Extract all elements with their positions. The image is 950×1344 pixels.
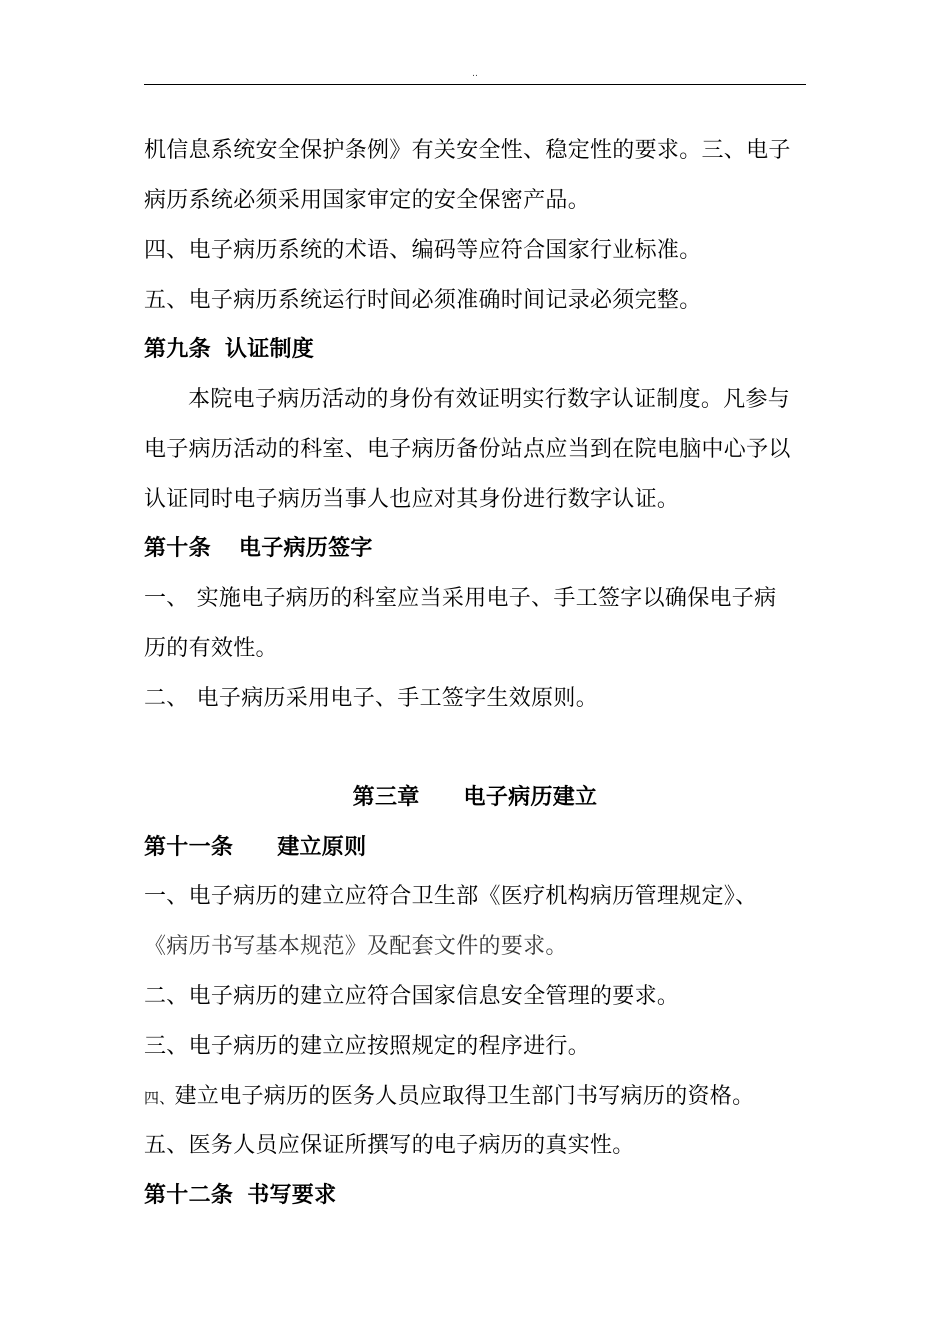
article-9-heading: [144, 335, 814, 365]
article-12-title: 书写要求: [247, 1183, 337, 1208]
chapter-number: 第三章: [352, 785, 420, 810]
page-header-mark: ..: [472, 69, 478, 79]
list-item: [144, 584, 814, 614]
article-9-title: 认证制度: [224, 337, 315, 362]
list-item-text: 实施电子病历的科室应当采用电子、手工签字以确保电子病: [196, 586, 777, 611]
paragraph-line: 《病历书写基本规范》及配套文件的要求。: [144, 934, 568, 959]
list-item: [144, 684, 814, 714]
header-rule: [144, 84, 806, 85]
chapter-heading: [0, 783, 950, 813]
paragraph-line: 三、电子病历的建立应按照规定的程序进行。: [144, 1034, 591, 1059]
paragraph-line: 机信息系统安全保护条例》有关安全性、稳定性的要求。三、电子: [144, 138, 791, 163]
paragraph-line: 电子病历活动的科室、电子病历备份站点应当到在院电脑中心予以: [144, 437, 791, 462]
article-10-title: 电子病历签字: [238, 536, 373, 561]
paragraph-line: 病历系统必须采用国家审定的安全保密产品。: [144, 188, 591, 213]
article-10-number: 第十条: [144, 536, 211, 561]
paragraph-line: 历的有效性。: [144, 636, 278, 661]
article-11-title: 建立原则: [277, 835, 367, 860]
paragraph-line: 本院电子病历活动的身份有效证明实行数字认证制度。凡参与: [188, 387, 791, 412]
article-10-heading: [144, 534, 814, 564]
paragraph-line: 五、电子病历系统运行时间必须准确时间记录必须完整。: [144, 288, 702, 313]
list-item-text: 电子病历采用电子、手工签字生效原则。: [196, 686, 599, 711]
article-12-number: 第十二条: [144, 1183, 234, 1208]
paragraph-line: 五、医务人员应保证所撰写的电子病历的真实性。: [144, 1133, 635, 1158]
paragraph-line: 认证同时电子病历当事人也应对其身份进行数字认证。: [144, 487, 680, 512]
list-item-prefix: 一、: [144, 586, 189, 611]
article-12-heading: [144, 1181, 814, 1211]
list-item-text: 建立电子病历的医务人员应取得卫生部门书写病历的资格。: [174, 1084, 755, 1109]
article-11-number: 第十一条: [144, 835, 234, 860]
list-item: [144, 1082, 814, 1112]
paragraph-line: 四、电子病历系统的术语、编码等应符合国家行业标准。: [144, 238, 702, 263]
paragraph-line: 二、电子病历的建立应符合国家信息安全管理的要求。: [144, 984, 680, 1009]
paragraph-line: 一、电子病历的建立应符合卫生部《医疗机构病历管理规定》、: [144, 884, 758, 909]
article-11-heading: [144, 833, 814, 863]
chapter-title: 电子病历建立: [463, 785, 598, 810]
list-item-prefix: 二、: [144, 686, 189, 711]
article-9-number: 第九条: [144, 337, 211, 362]
list-item-prefix: 四、: [144, 1089, 175, 1107]
